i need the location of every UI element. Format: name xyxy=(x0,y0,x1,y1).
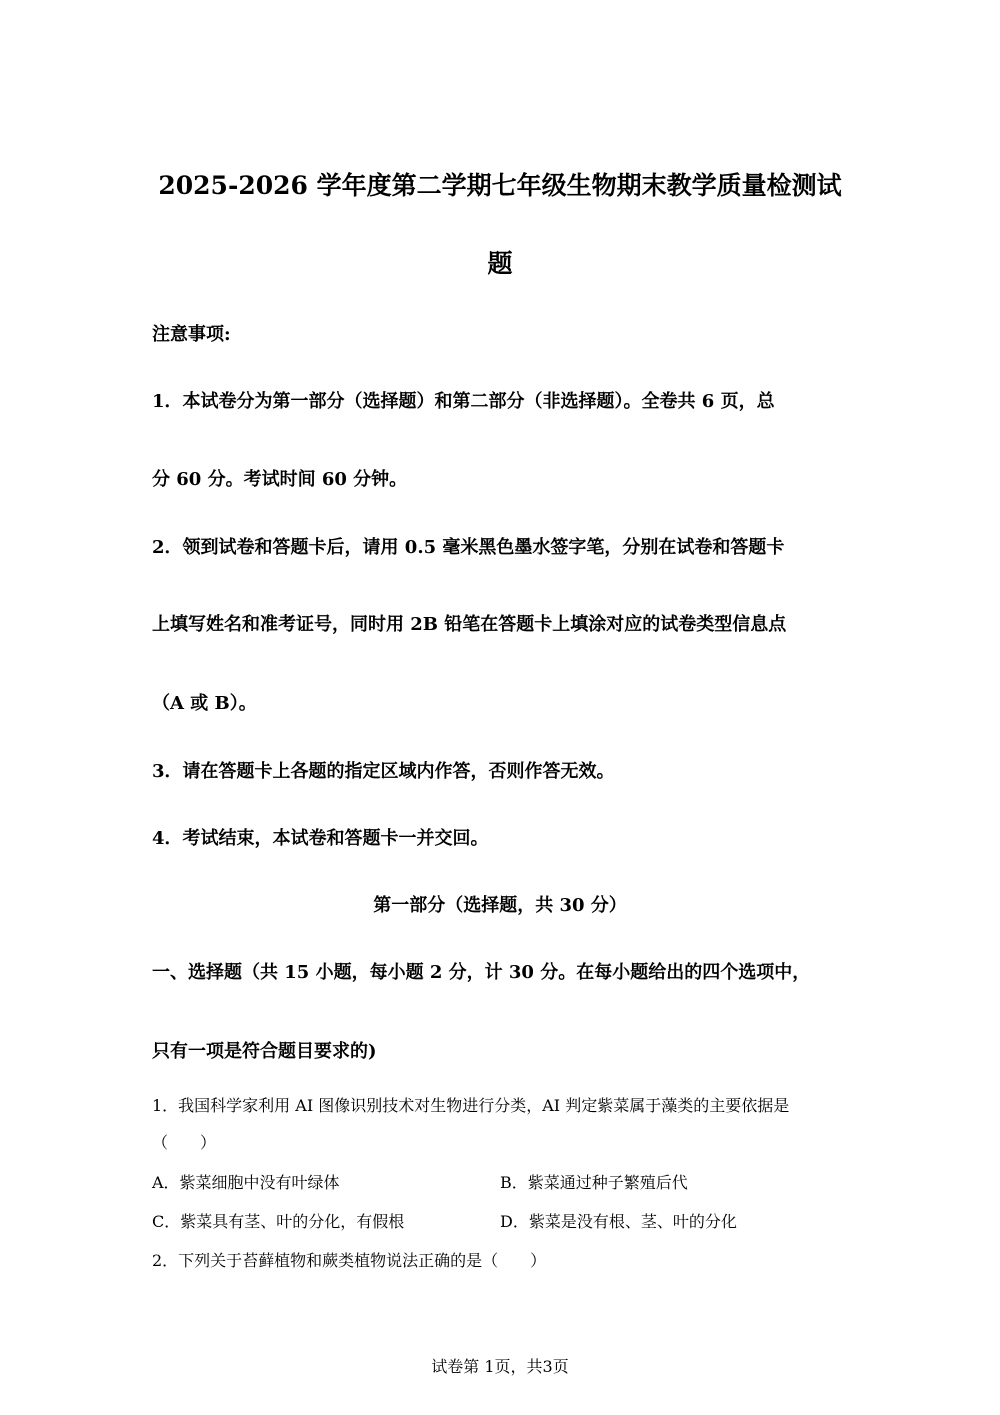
exam-title-line2: 题 xyxy=(487,249,513,278)
exam-title-line1: 2025-2026 学年度第二学期七年级生物期末教学质量检测试 xyxy=(158,171,842,200)
notice-item-1-line2: 分 60 分。考试时间 60 分钟。 xyxy=(152,469,408,490)
page-footer: 试卷第 1页，共3页 xyxy=(431,1357,569,1376)
section-instructions-line1: 一、选择题（共 15 小题，每小题 2 分，计 30 分。在每小题给出的四个选项中， xyxy=(152,962,811,983)
notice-item-4: 4．考试结束，本试卷和答题卡一并交回。 xyxy=(152,828,489,849)
notice-heading: 注意事项: xyxy=(152,324,231,345)
section-instructions-line2: 只有一项是符合题目要求的) xyxy=(152,1041,377,1062)
question-1-option-a: A．紫菜细胞中没有叶绿体 xyxy=(152,1173,340,1192)
question-1-answer-blank: （ ） xyxy=(152,1133,217,1152)
question-1-option-b: B．紫菜通过种子繁殖后代 xyxy=(500,1173,688,1192)
notice-item-2-line1: 2．领到试卷和答题卡后，请用 0.5 毫米黑色墨水签字笔，分别在试卷和答题卡 xyxy=(152,537,785,558)
notice-item-3: 3．请在答题卡上各题的指定区域内作答，否则作答无效。 xyxy=(152,761,615,782)
notice-item-2-line2: 上填写姓名和准考证号，同时用 2B 铅笔在答题卡上填涂对应的试卷类型信息点 xyxy=(152,614,787,635)
question-1-option-c: C．紫菜具有茎、叶的分化，有假根 xyxy=(152,1212,405,1231)
part1-heading: 第一部分（选择题，共 30 分） xyxy=(373,895,627,916)
notice-item-2-line3: （A 或 B）。 xyxy=(152,693,257,714)
question-1-stem-line1: 1．我国科学家利用 AI 图像识别技术对生物进行分类，AI 判定紫菜属于藻类的主要依据是 xyxy=(152,1096,790,1115)
question-2-stem: 2．下列关于苔藓植物和蕨类植物说法正确的是（ ） xyxy=(152,1251,547,1270)
question-1-option-d: D．紫菜是没有根、茎、叶的分化 xyxy=(500,1212,737,1231)
notice-item-1-line1: 1．本试卷分为第一部分（选择题）和第二部分（非选择题）。全卷共 6 页，总 xyxy=(152,391,775,412)
